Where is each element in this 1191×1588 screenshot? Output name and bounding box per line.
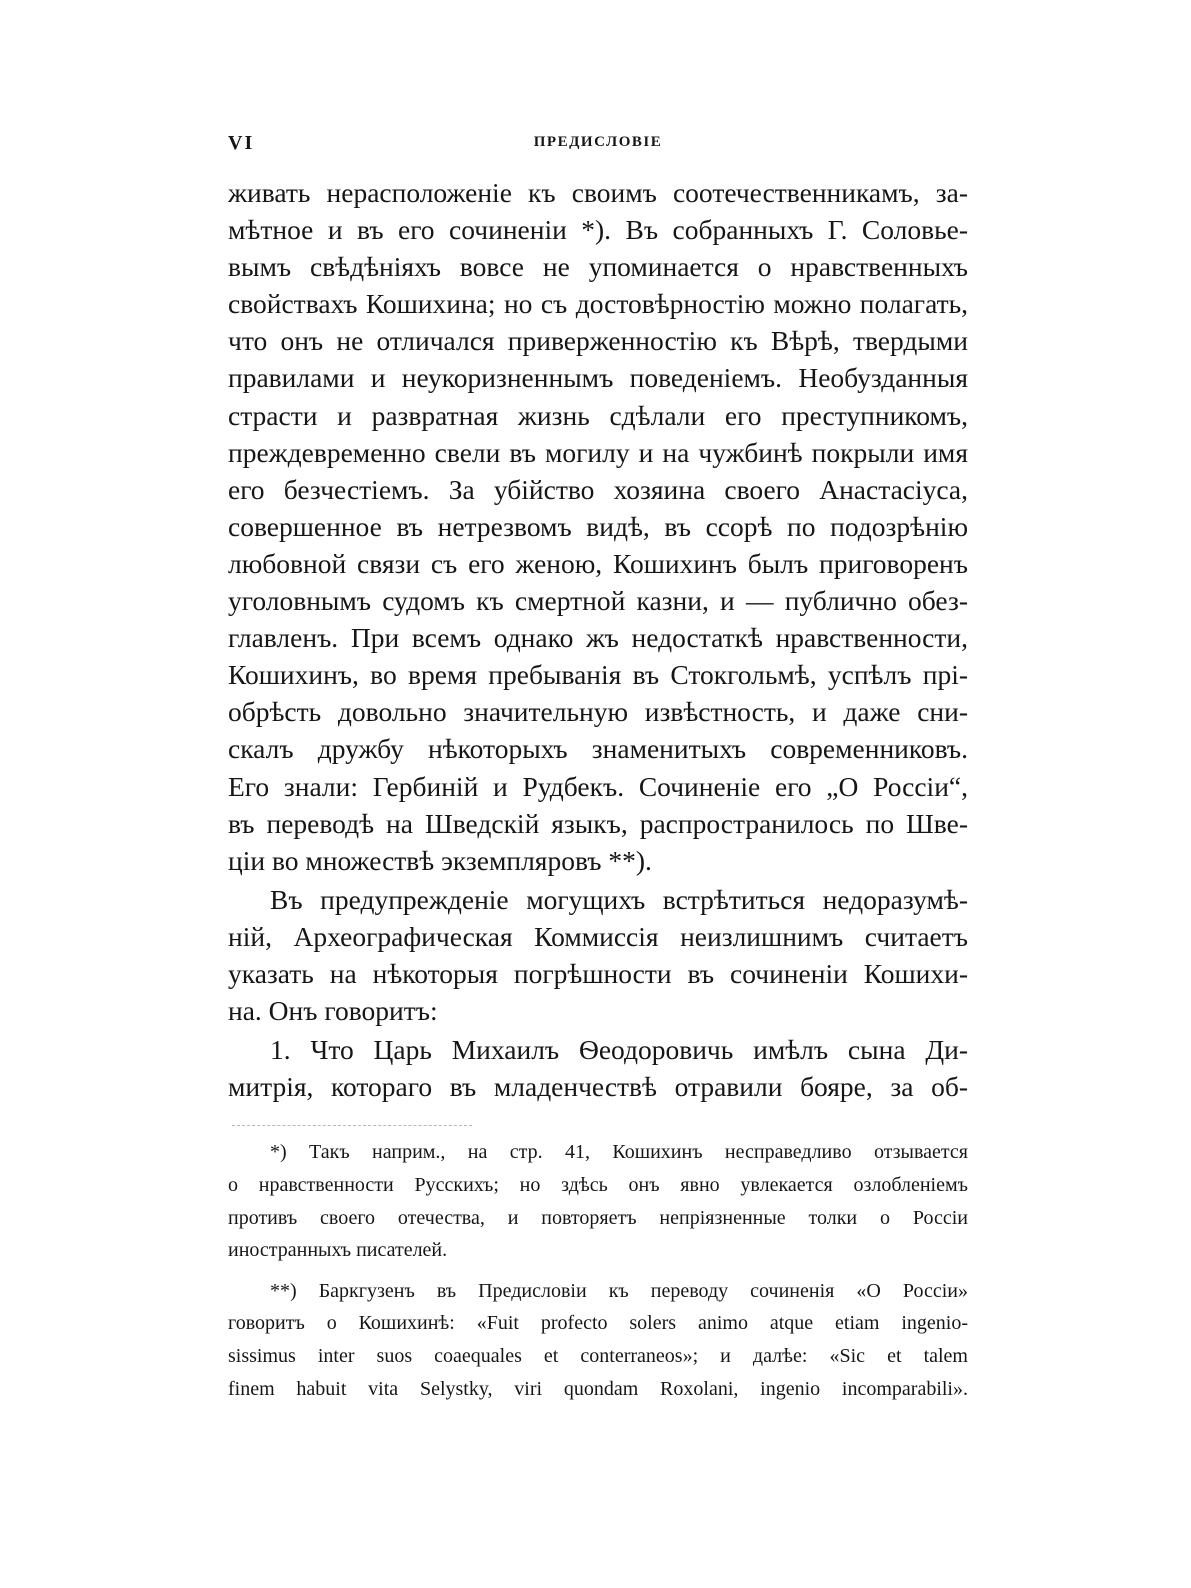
- text-line: страсти и развратная жизнь сдѣлали его преступникомъ,: [228, 399, 968, 431]
- footnote-separator: [232, 1125, 472, 1126]
- footnote-line: *) Такъ наприм., на стр. 41, Кошихинъ несправедливо отзывается: [270, 1141, 968, 1164]
- page-number: VI: [228, 132, 255, 154]
- running-title: ПРЕДИСЛОВІЕ: [533, 134, 663, 150]
- footnote-2: [228, 1275, 968, 1405]
- text-line: на. Онъ говоритъ:: [228, 995, 438, 1027]
- footnote-line: противъ своего отечества, и повторяетъ непріязненные толки о Россіи: [228, 1206, 968, 1229]
- main-text: [228, 174, 968, 1105]
- text-line: что онъ не отличался приверженностію къ Вѣрѣ, твердыми: [228, 325, 968, 357]
- paragraph-3: [228, 1031, 968, 1105]
- footnotes: [228, 1136, 968, 1405]
- text-line: скалъ дружбу нѣкоторыхъ знаменитыхъ современниковъ.: [228, 733, 968, 765]
- book-page: [228, 128, 968, 1405]
- footnote-line: sissimus inter suos coaequales et conterraneos»; и далѣе: «Sic et talem: [228, 1344, 968, 1367]
- footnote-1: [228, 1136, 968, 1266]
- text-line: митрія, котораго въ младенчествѣ отравили бояре, за об-: [228, 1071, 968, 1103]
- footnote-line: о нравственности Русскихъ; но здѣсь онъ явно увлекается озлобленіемъ: [228, 1173, 968, 1196]
- text-line: ціи во множествѣ экземпляровъ **).: [228, 844, 652, 876]
- paragraph-1: [228, 174, 968, 879]
- page-header: [228, 128, 968, 160]
- text-line: правилами и неукоризненнымъ поведеніемъ. Необузданныя: [228, 362, 968, 394]
- text-line: обрѣсть довольно значительную извѣстность, и даже сни-: [228, 696, 968, 728]
- text-line: мѣтное и въ его сочиненіи *). Въ собранныхъ Г. Соловье-: [228, 214, 968, 246]
- text-line: любовной связи съ его женою, Кошихинъ былъ приговоренъ: [228, 547, 968, 579]
- text-line: въ переводѣ на Шведскій языкъ, распространилось по Шве-: [228, 807, 968, 839]
- text-line: указать на нѣкоторыя погрѣшности въ сочиненіи Кошихи-: [228, 957, 968, 989]
- text-line: ній, Археографическая Коммиссія неизлишнимъ считаетъ: [228, 920, 968, 952]
- footnote-line: иностранныхъ писателей.: [228, 1239, 448, 1262]
- text-line: совершенное въ нетрезвомъ видѣ, въ ссорѣ по подозрѣнію: [228, 510, 968, 542]
- text-line: преждевременно свели въ могилу и на чужбинѣ покрыли имя: [228, 436, 968, 468]
- text-line: вымъ свѣдѣніяхъ вовсе не упоминается о нравственныхъ: [228, 251, 968, 283]
- text-line: его безчестіемъ. За убійство хозяина своего Анастасіуса,: [228, 473, 968, 505]
- text-line: главленъ. При всемъ однако жъ недостаткѣ нравственности,: [228, 622, 968, 654]
- text-line: Кошихинъ, во время пребыванія въ Стокгольмѣ, успѣлъ прі-: [228, 659, 968, 691]
- footnote-line: говоритъ о Кошихинѣ: «Fuit profecto solers animo atque etiam ingenio-: [228, 1312, 968, 1335]
- text-line: свойствахъ Кошихина; но съ достовѣрностію можно полагать,: [228, 288, 968, 320]
- text-line: 1. Что Царь Михаилъ Ѳеодоровичь имѣлъ сына Ди-: [270, 1034, 968, 1066]
- paragraph-2: [228, 881, 968, 1029]
- footnote-line: finem habuit vita Selystky, viri quondam Roxolani, ingenio incomparabili».: [228, 1377, 968, 1400]
- text-line: Въ предупрежденіе могущихъ встрѣтиться недоразумѣ-: [270, 883, 968, 915]
- text-line: Его знали: Гербиній и Рудбекъ. Сочиненіе его „О Россіи“,: [228, 770, 968, 802]
- text-line: живать нерасположеніе къ своимъ соотечественникамъ, за-: [228, 177, 968, 208]
- footnote-line: **) Баркгузенъ въ Предисловіи къ переводу сочиненія «О Россіи»: [270, 1279, 968, 1302]
- text-line: уголовнымъ судомъ къ смертной казни, и — публично обез-: [228, 585, 968, 617]
